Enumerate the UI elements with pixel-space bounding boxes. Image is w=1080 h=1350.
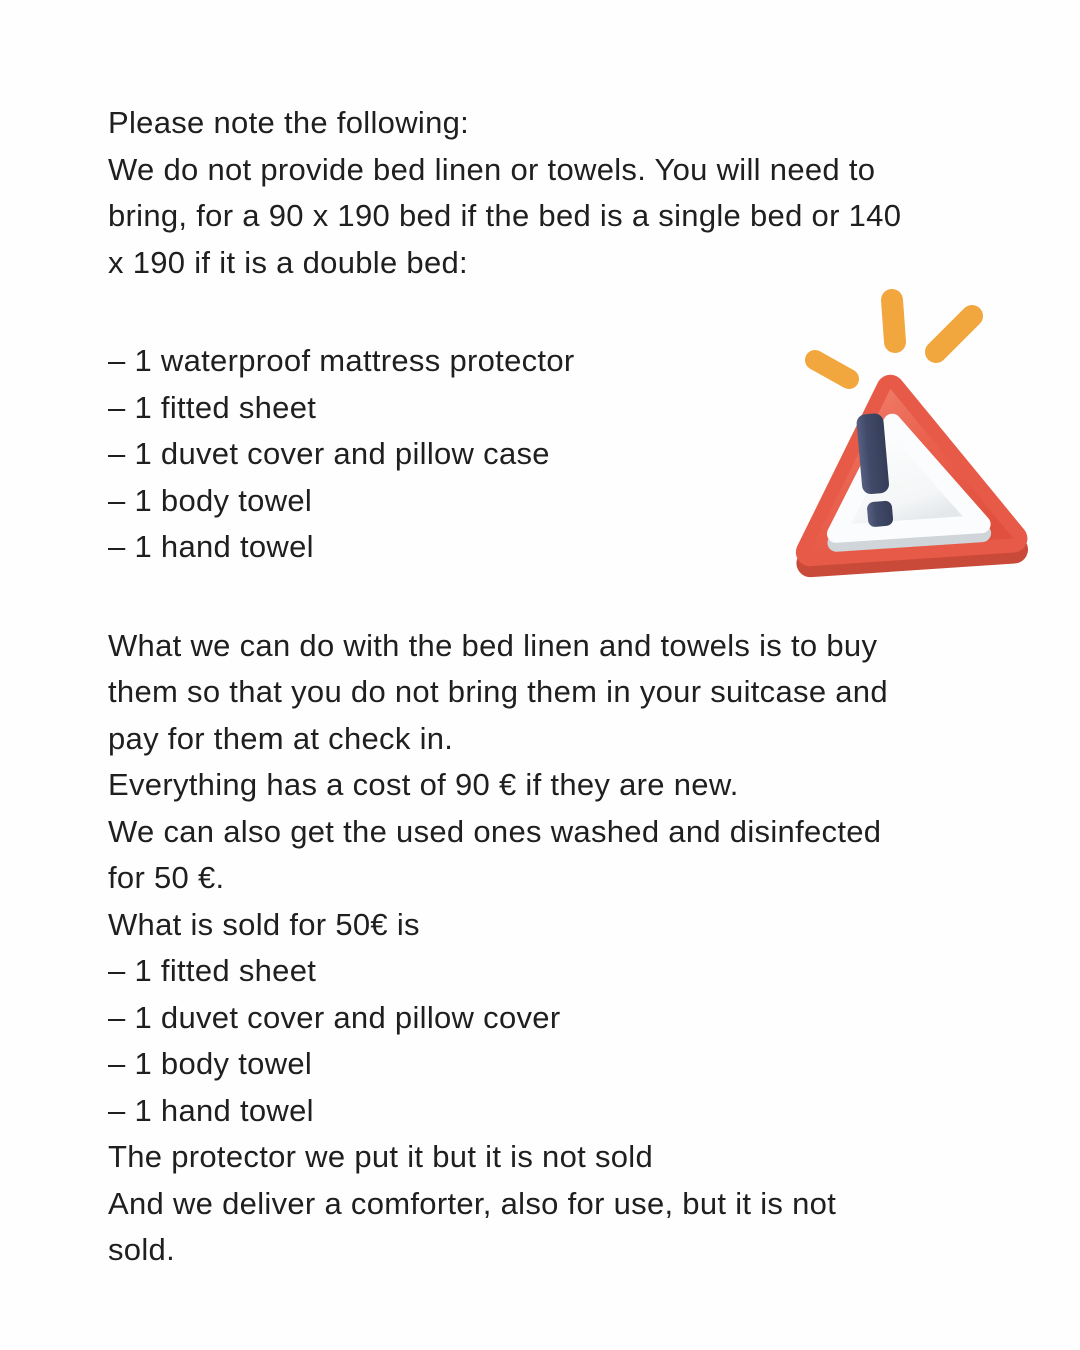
text-line: sold.: [108, 1232, 175, 1267]
text-line: – 1 duvet cover and pillow cover: [108, 999, 561, 1035]
text-line: What we can do with the bed linen and towels is to buy: [108, 627, 878, 663]
warning-triangle-body: [802, 383, 1015, 563]
text-line: – 1 waterproof mattress protector: [108, 343, 575, 378]
text-line: We do not provide bed linen or towels. You will need to: [108, 151, 876, 187]
warning-triangle-icon: [783, 286, 1031, 584]
text-line: Please note the following:: [108, 105, 470, 140]
text-line: for 50 €.: [108, 860, 225, 895]
warning-rays: [815, 300, 972, 379]
intro-paragraph: [108, 100, 901, 286]
text-line: bring, for a 90 x 190 bed if the bed is a single bed or 140: [108, 198, 902, 233]
text-line: them so that you do not bring them in your suitcase and: [108, 674, 888, 709]
text-line: x 190 if it is a double bed:: [108, 244, 468, 280]
text-line: – 1 hand towel: [108, 529, 314, 564]
text-line: – 1 body towel: [108, 1046, 313, 1081]
text-line: pay for them at check in.: [108, 720, 454, 756]
text-line: And we deliver a comforter, also for use, but it is not: [108, 1185, 837, 1221]
text-line: – 1 duvet cover and pillow case: [108, 436, 550, 471]
text-line: What is sold for 50€ is: [108, 906, 420, 942]
text-line: Everything has a cost of 90 € if they are new.: [108, 767, 739, 802]
text-line: The protector we put it but it is not sold: [108, 1139, 654, 1174]
notice-text-column: [108, 100, 901, 1274]
text-line: We can also get the used ones washed and disinfected: [108, 813, 882, 849]
text-line: – 1 fitted sheet: [108, 389, 317, 425]
text-line: – 1 fitted sheet: [108, 953, 317, 988]
details-paragraph: [108, 623, 901, 1274]
warning-triangle-svg: [783, 286, 1031, 584]
text-line: – 1 hand towel: [108, 1092, 314, 1128]
text-line: – 1 body towel: [108, 482, 313, 518]
